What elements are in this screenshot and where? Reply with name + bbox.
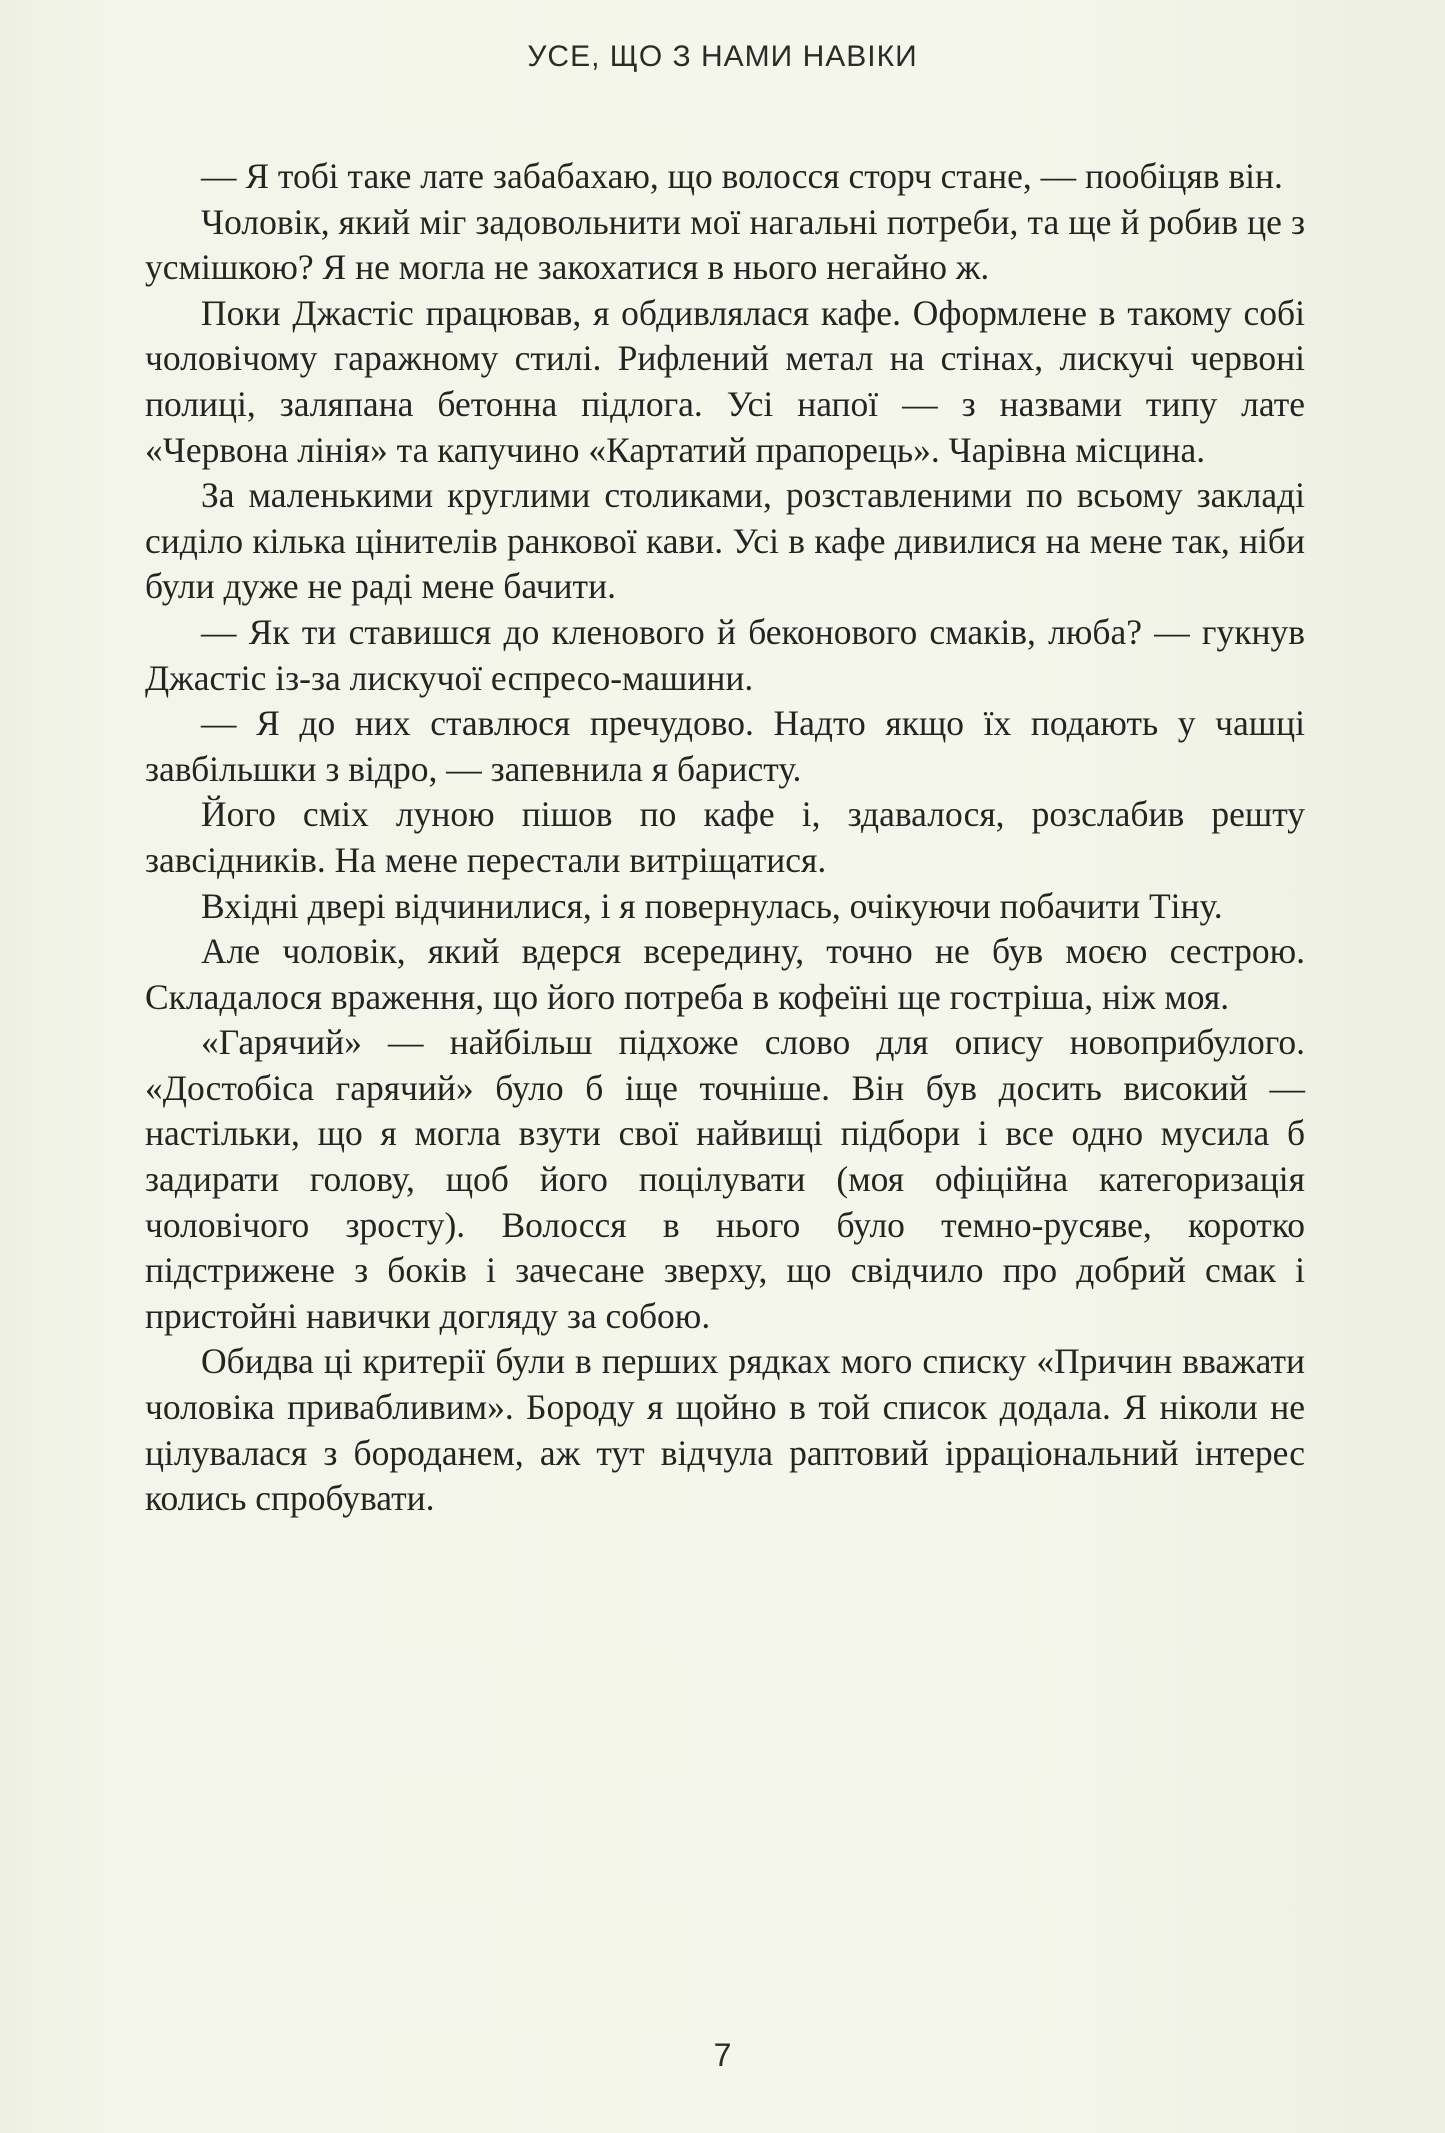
paragraph: Його сміх луною пішов по кафе і, здавалося, розслабив решту завсідників. На мене перестали витріщатися. <box>145 794 1305 880</box>
paragraph: — Я до них ставлюся пречудово. Надто якщо їх подають у чашці завбільшки з відро, — запевнила я баристу. <box>145 703 1305 789</box>
paragraph: Чоловік, який міг задовольнити мої нагальні потреби, та ще й робив це з усмішкою? Я не могла не закохатися в нього негайно ж. <box>145 201 1305 288</box>
paragraph: «Гарячий» — найбільш підхоже слово для опису новоприбулого. «Достобіса гарячий» було б іще точніше. Він був досить високий — настільки, що я могла взути свої найвищі підбори і все одно мусила б задирати голову, щоб його поцілувати (моя офіційна категоризація чоловічого зросту). Волосся в нього було темно-русяве, коротко підстрижене з боків і зачесане зверху, що свідчило про добрий смак і пристойні навички догляду за собою. <box>145 1022 1305 1336</box>
paragraph: Обидва ці критерії були в перших рядках мого списку «Причин вважати чоловіка привабливим». Бороду я щойно в той список додала. Я ніколи не цілувалася з бороданем, аж тут відчула раптовий ірраціональний інтерес колись спробувати. <box>145 1341 1305 1519</box>
paragraph: — Я тобі таке лате забабахаю, що волосся сторч стане, — пообіцяв він. <box>201 156 1283 196</box>
paragraph: — Як ти ставишся до кленового й беконового смаків, люба? — гукнув Джастіс із-за лискучої еспресо-машини. <box>145 611 1305 698</box>
paragraph: Поки Джастіс працював, я обдивлялася кафе. Оформлене в такому собі чоловічому гаражному стилі. Рифлений метал на стінах, лискучі червоні полиці, заляпана бетонна підлога. Усі напої — з назвами типу лате «Червона лінія» та капучино «Картатий прапорець». Чарівна місцина. <box>145 292 1305 470</box>
page-number: 7 <box>713 2037 732 2073</box>
paragraph: За маленькими круглими столиками, розставленими по всьому закладі сиділо кілька цінителів ранкової кави. Усі в кафе дивилися на мене так, ніби були дуже не раді мене бачити. <box>145 475 1305 607</box>
running-header: УСЕ, ЩО З НАМИ НАВІКИ <box>527 40 918 73</box>
paragraph: Але чоловік, який вдерся всередину, точно не був моєю сестрою. Складалося враження, що його потреба в кофеїні ще гостріша, ніж моя. <box>145 931 1305 1017</box>
body-text <box>145 154 1305 1522</box>
paragraph: Вхідні двері відчинилися, і я повернулась, очікуючи побачити Тіну. <box>201 885 1223 926</box>
